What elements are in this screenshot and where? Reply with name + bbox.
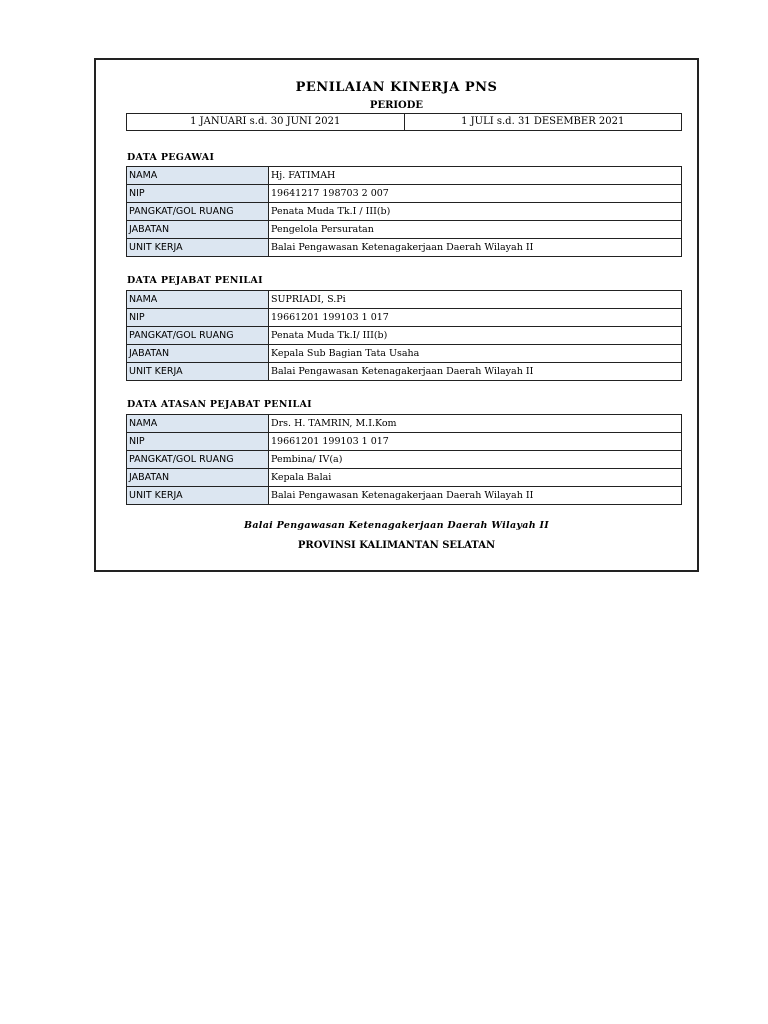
row-value: Penata Muda Tk.I / III(b) [269,203,682,221]
table-row [127,185,682,203]
row-label: NAMA [127,167,269,185]
row-label: PANGKAT/GOL RUANG [127,451,269,469]
row-label: UNIT KERJA [127,239,269,257]
row-value: Penata Muda Tk.I/ III(b) [269,327,682,345]
footer-institution: Balai Pengawasan Ketenagakerjaan Daerah Wilayah II [244,520,549,531]
row-value: Pembina/ IV(a) [269,451,682,469]
row-label: PANGKAT/GOL RUANG [127,327,269,345]
row-label: NIP [127,433,269,451]
row-label: PANGKAT/GOL RUANG [127,203,269,221]
row-label: UNIT KERJA [127,487,269,505]
table-atasan-pejabat-penilai [126,414,682,505]
row-label: JABATAN [127,345,269,363]
table-row [127,363,682,381]
row-value: Hj. FATIMAH [269,167,682,185]
row-value: Balai Pengawasan Ketenagakerjaan Daerah Wilayah II [269,487,682,505]
row-label: UNIT KERJA [127,363,269,381]
row-label: JABATAN [127,221,269,239]
table-row [127,221,682,239]
row-value: Drs. H. TAMRIN, M.I.Kom [269,415,682,433]
row-label: NAMA [127,291,269,309]
periode-start: 1 JANUARI s.d. 30 JUNI 2021 [190,116,341,127]
periode-end: 1 JULI s.d. 31 DESEMBER 2021 [404,114,682,130]
row-value: Kepala Sub Bagian Tata Usaha [269,345,682,363]
table-row [127,239,682,257]
periode-label: PERIODE [369,100,424,111]
document-frame [94,58,699,572]
table-row [127,309,682,327]
row-label: NIP [127,309,269,327]
table-row [127,433,682,451]
row-value: 19661201 199103 1 017 [269,433,682,451]
row-value: Pengelola Persuratan [269,221,682,239]
table-row [127,415,682,433]
table-row [127,291,682,309]
table-pejabat-penilai [126,290,682,381]
table-row [127,469,682,487]
table-row [127,203,682,221]
row-value: SUPRIADI, S.Pi [269,291,682,309]
table-row [127,345,682,363]
table-pegawai [126,166,682,257]
row-value: 19661201 199103 1 017 [269,309,682,327]
row-label: NAMA [127,415,269,433]
section-title-pegawai: DATA PEGAWAI [127,152,215,163]
periode-row [126,113,682,131]
section-title-pejabat-penilai: DATA PEJABAT PENILAI [127,275,263,286]
row-value: 19641217 198703 2 007 [269,185,682,203]
row-value: Kepala Balai [269,469,682,487]
row-value: Balai Pengawasan Ketenagakerjaan Daerah Wilayah II [269,239,682,257]
table-row [127,487,682,505]
row-value: Balai Pengawasan Ketenagakerjaan Daerah Wilayah II [269,363,682,381]
table-row [127,451,682,469]
document-title: PENILAIAN KINERJA PNS [295,80,498,95]
table-row [127,167,682,185]
footer-province: PROVINSI KALIMANTAN SELATAN [297,540,496,551]
section-title-atasan-pejabat-penilai: DATA ATASAN PEJABAT PENILAI [127,399,312,410]
row-label: JABATAN [127,469,269,487]
table-row [127,327,682,345]
row-label: NIP [127,185,269,203]
